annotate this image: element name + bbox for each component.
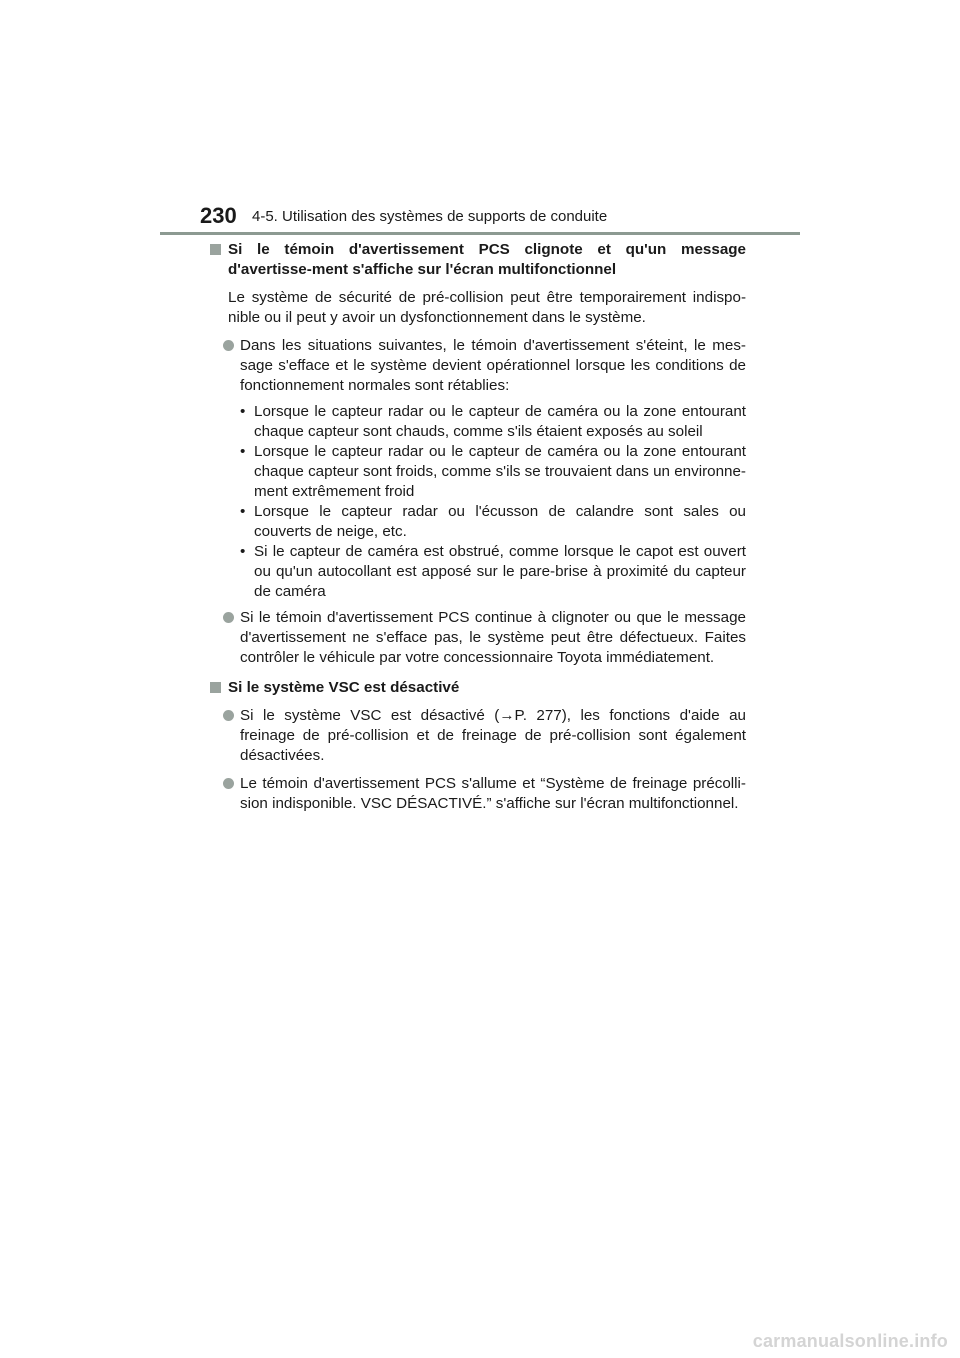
bullet-text-after: ), les fonctions d'aide au freinage de pré-collision et de freinage de pré-collision sont également désactivées.	[240, 707, 747, 764]
bullet-item	[210, 608, 746, 668]
square-bullet-icon	[210, 244, 221, 255]
header-divider	[160, 232, 800, 235]
watermark-text: carmanualsonline.info	[752, 1331, 948, 1351]
page-reference-link[interactable]: P. 277	[514, 707, 562, 724]
bullet-item	[210, 336, 746, 396]
dot-marker-icon: •	[240, 543, 246, 560]
list-item-text: Si le capteur de caméra est obstrué, comme lorsque le capot est ouvert ou qu'un autocollant est apposé sur le pare-brise à proximité du capteur de caméra	[254, 543, 746, 600]
bullet-text: Si le témoin d'avertissement PCS continue à clignoter ou que le message d'avertissement ne s'efface pas, le système peut être défectueux. Faites contrôler le véhicule par votre concessionnaire Toyota immédiatement.	[240, 609, 746, 666]
bullet-item	[210, 774, 746, 814]
round-bullet-icon	[223, 778, 234, 789]
intro-paragraph: Le système de sécurité de pré-collision peut être temporairement indispo-nible ou il peut y avoir un dysfonctionnement dans le système.	[228, 289, 746, 326]
square-bullet-icon	[210, 682, 221, 693]
list-item-text: Lorsque le capteur radar ou le capteur de caméra ou la zone entourant chaque capteur sont chauds, comme s'ils étaient exposés au soleil	[254, 403, 746, 440]
arrow-right-icon: →	[499, 707, 515, 724]
list-item-text: Lorsque le capteur radar ou le capteur de caméra ou la zone entourant chaque capteur sont froids, comme s'ils se trouvaient dans un environne-ment extrêmement froid	[254, 443, 746, 500]
bullet-text: Le témoin d'avertissement PCS s'allume et “Système de freinage précolli-sion indisponible. VSC DÉSACTIVÉ.” s'affiche sur l'écran multifonctionnel.	[240, 775, 746, 812]
dot-marker-icon: •	[240, 503, 246, 520]
bullet-text-before: Si le système VSC est désactivé (	[240, 707, 500, 724]
section-heading-text: Si le témoin d'avertissement PCS clignote et qu'un message d'avertisse-ment s'affiche sur l'écran multifonctionnel	[228, 241, 746, 278]
list-item	[240, 442, 746, 502]
list-item	[240, 542, 746, 602]
chapter-title: 4-5. Utilisation des systèmes de supports de conduite	[252, 208, 608, 225]
round-bullet-icon	[223, 710, 234, 721]
section-heading-pcs-warning	[210, 240, 746, 280]
dot-marker-icon: •	[240, 443, 246, 460]
page-content	[210, 240, 746, 814]
condition-list	[210, 402, 746, 602]
section-heading-vsc-off	[210, 678, 746, 698]
round-bullet-icon	[223, 340, 234, 351]
bullet-item	[210, 706, 746, 766]
list-item-text: Lorsque le capteur radar ou l'écusson de calandre sont sales ou couverts de neige, etc.	[254, 503, 746, 540]
list-item	[240, 502, 746, 542]
round-bullet-icon	[223, 612, 234, 623]
list-item	[240, 402, 746, 442]
dot-marker-icon: •	[240, 403, 246, 420]
bullet-text: Dans les situations suivantes, le témoin d'avertissement s'éteint, le mes-sage s'efface et le système devient opérationnel lorsque les conditions de fonctionnement normales sont rétablies:	[240, 337, 746, 394]
page-number: 230	[200, 203, 237, 228]
section-heading-text: Si le système VSC est désactivé	[228, 679, 460, 696]
